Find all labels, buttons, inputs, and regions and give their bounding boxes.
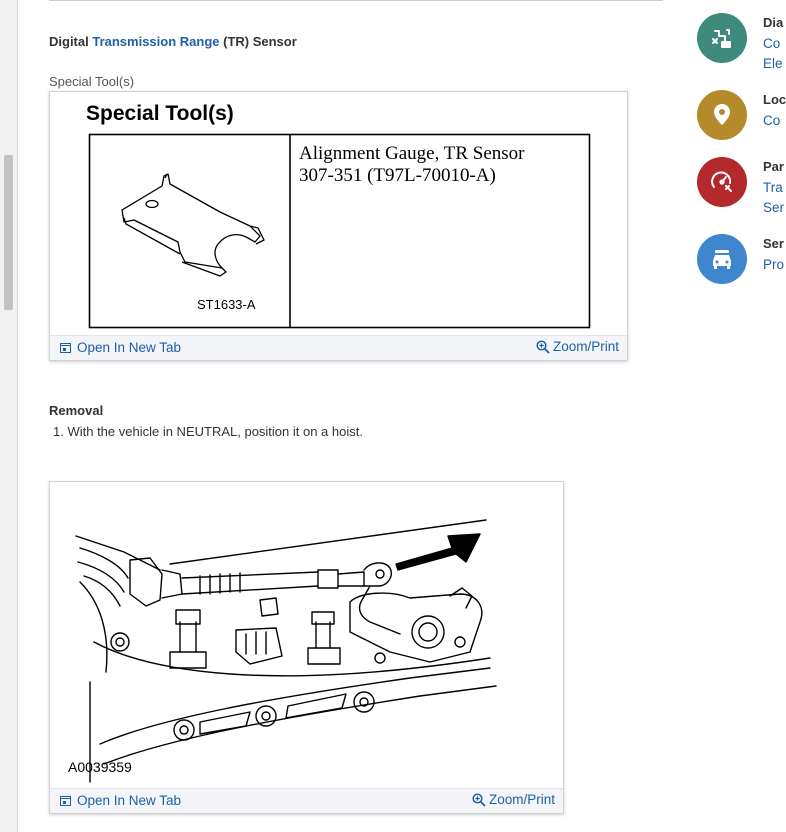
sidebar-item-title: Par — [763, 159, 784, 174]
zoom-print-label: Zoom/Print — [552, 339, 619, 354]
open-in-new-tab-label: Open In New Tab — [77, 793, 182, 808]
zoom-icon — [472, 793, 486, 807]
figure-action-bar — [50, 335, 627, 360]
transmission-illustration — [50, 482, 563, 788]
sidebar-item-title: Dia — [763, 15, 784, 30]
figure-action-bar — [50, 788, 563, 813]
left-scrollbar[interactable] — [0, 0, 18, 832]
sidebar-item-link[interactable]: Ser — [763, 200, 785, 215]
sidebar-icon-circle — [697, 90, 747, 140]
sidebar-item-link[interactable]: Tra — [763, 180, 783, 195]
sidebar-item-title: Ser — [763, 236, 784, 251]
sidebar-item-link[interactable]: Pro — [763, 257, 785, 272]
open-in-new-tab-button[interactable] — [60, 340, 181, 355]
removal-illustration-code: A0039359 — [68, 759, 132, 775]
transmission-range-link[interactable]: Transmission Range — [92, 34, 220, 49]
sidebar-icon-circle — [697, 157, 747, 207]
sidebar-item-link[interactable]: Ele — [763, 56, 783, 71]
left-scrollbar-thumb[interactable] — [4, 155, 13, 310]
sidebar-item-service[interactable] — [697, 234, 785, 286]
sidebar-item-diagrams[interactable] — [697, 13, 784, 83]
special-tools-figure-heading: Special Tool(s) — [86, 102, 234, 125]
sidebar-item-link[interactable]: Co — [763, 113, 781, 128]
location-pin-icon — [711, 102, 733, 128]
tool-illustration-code: ST1633-A — [197, 297, 256, 312]
zoom-icon — [536, 340, 550, 354]
special-tools-figure — [49, 91, 628, 361]
page-title — [49, 34, 297, 49]
special-tools-caption: Special Tool(s) — [49, 74, 135, 89]
open-in-new-tab-button[interactable] — [60, 793, 181, 808]
sidebar-item-locations[interactable] — [697, 90, 786, 142]
sidebar-icon-circle — [697, 13, 747, 63]
removal-step-1: 1. With the vehicle in NEUTRAL, position it on a hoist. — [53, 424, 363, 439]
special-tools-illustration — [50, 92, 627, 335]
gauge-icon — [709, 169, 735, 195]
diagram-icon — [709, 25, 735, 51]
open-in-new-tab-label: Open In New Tab — [77, 340, 182, 355]
open-new-tab-icon — [60, 343, 71, 353]
sidebar-item-link[interactable]: Co — [763, 36, 781, 51]
zoom-print-button[interactable] — [472, 792, 555, 807]
sidebar-icon-circle — [697, 234, 747, 284]
open-new-tab-icon — [60, 796, 71, 806]
tool-number: 307-351 (T97L-70010-A) — [299, 165, 496, 186]
sidebar-item-parts[interactable] — [697, 157, 785, 227]
page-title-prefix: Digital — [49, 34, 93, 49]
zoom-print-button[interactable] — [536, 339, 619, 354]
removal-heading: Removal — [49, 403, 104, 418]
sidebar-item-title: Loc — [763, 92, 786, 107]
zoom-print-label: Zoom/Print — [488, 792, 555, 807]
page-title-suffix: (TR) Sensor — [219, 34, 297, 49]
top-divider — [49, 0, 663, 1]
service-vehicle-icon — [709, 246, 735, 272]
tool-name: Alignment Gauge, TR Sensor — [299, 143, 525, 164]
removal-figure — [49, 481, 564, 814]
